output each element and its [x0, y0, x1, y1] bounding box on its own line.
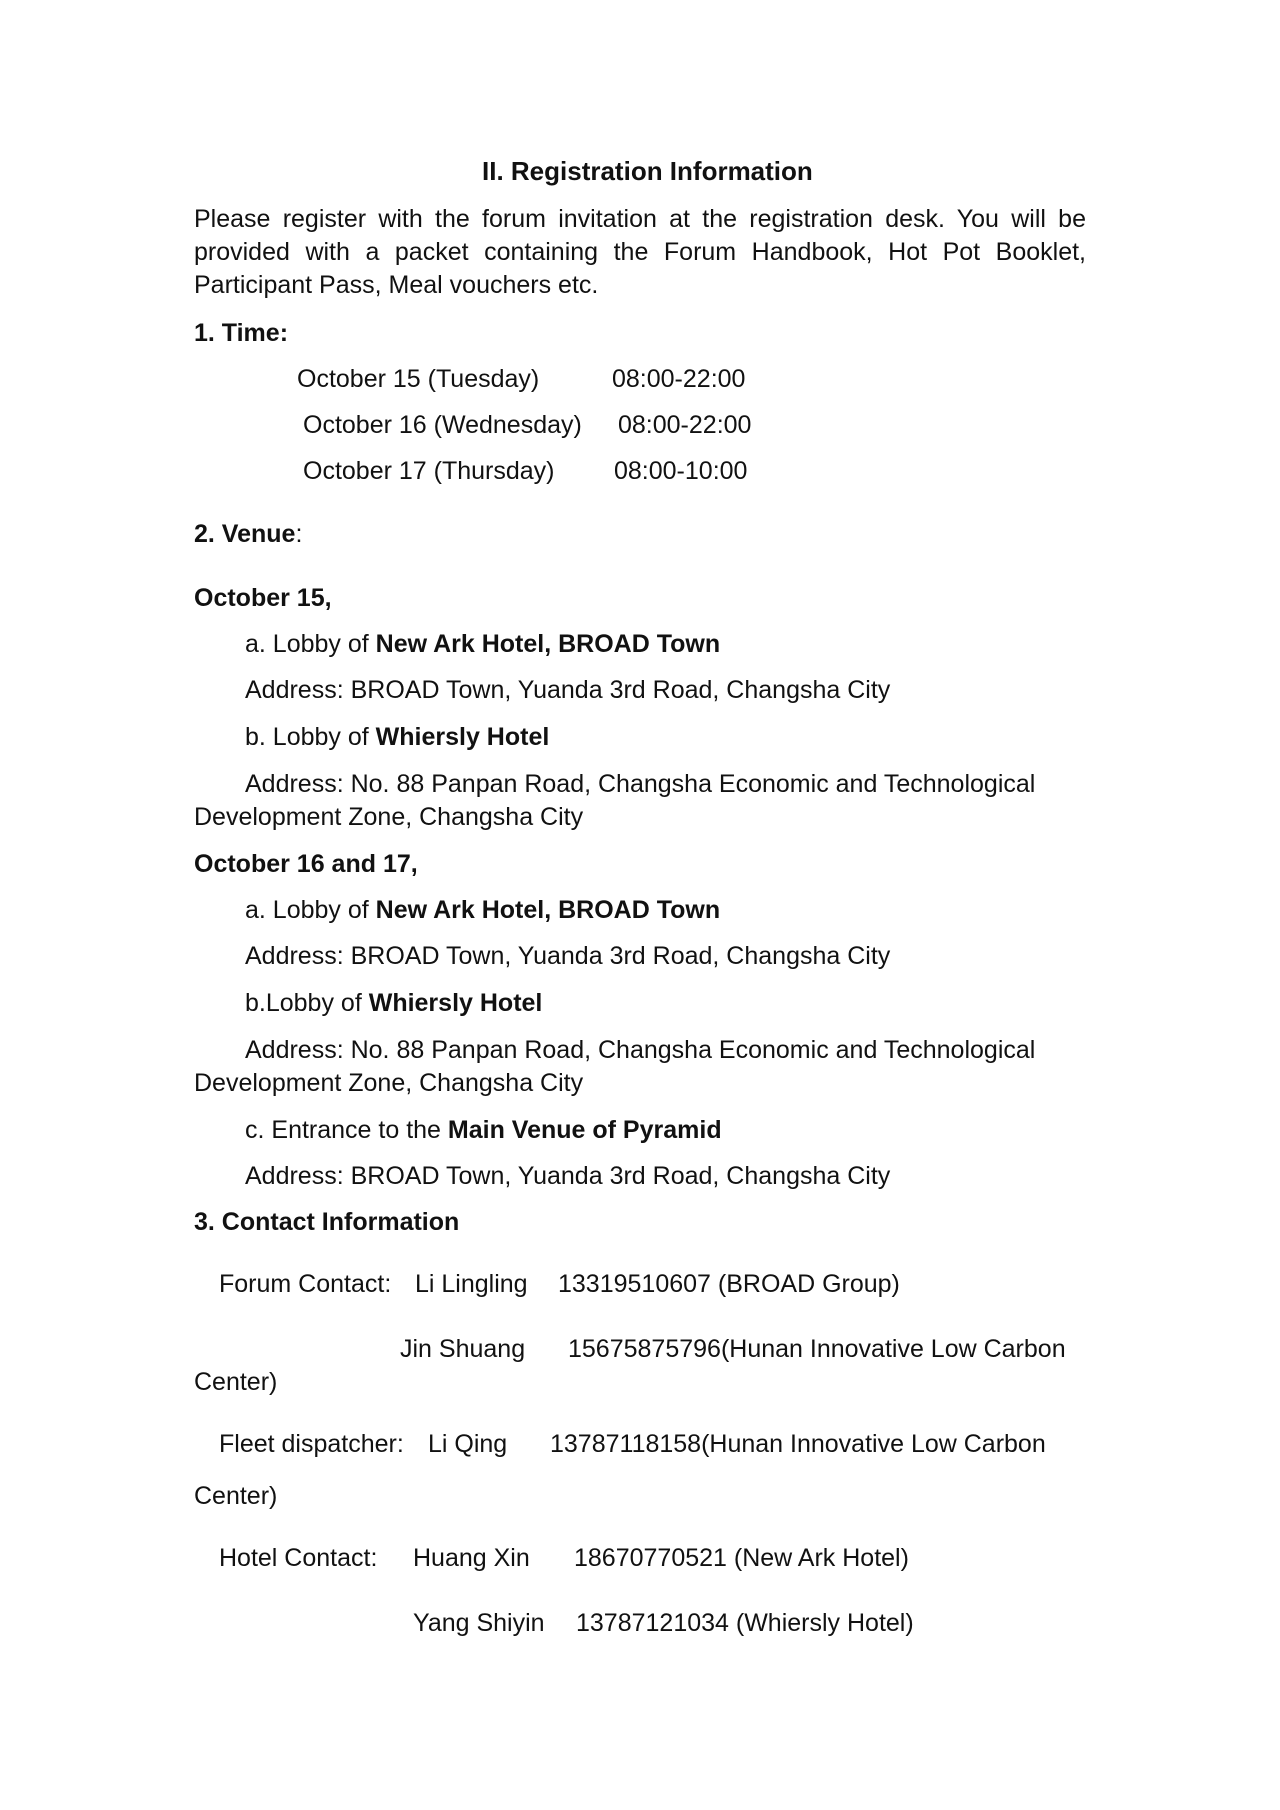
- hotel-contact-1-name: Huang Xin: [413, 1544, 530, 1572]
- oct15-a-name: New Ark Hotel, BROAD Town: [375, 630, 721, 658]
- oct15-b-address-1: Address: No. 88 Panpan Road, Changsha Economic and Technological: [245, 770, 1036, 798]
- hotel-contact-label: Hotel Contact:: [219, 1544, 378, 1572]
- oct16-17-b-address-2: Development Zone, Changsha City: [194, 1069, 584, 1097]
- oct15-heading: October 15,: [194, 584, 332, 612]
- oct15-item-a: [245, 627, 720, 661]
- time-hours-1: 08:00-22:00: [612, 365, 746, 393]
- forum-contact-label: Forum Contact:: [219, 1270, 392, 1298]
- oct16-17-a-name: New Ark Hotel, BROAD Town: [375, 896, 721, 924]
- forum-contact-2-detail: 15675875796(Hunan Innovative Low Carbon: [568, 1335, 1066, 1363]
- oct16-17-item-a: [245, 893, 720, 927]
- oct16-17-b-prefix: b.Lobby of: [245, 989, 369, 1017]
- oct16-17-item-c: [245, 1113, 722, 1147]
- oct15-a-prefix: a. Lobby of: [245, 630, 376, 658]
- intro-line-3: Participant Pass, Meal vouchers etc.: [194, 271, 599, 299]
- time-day-2: October 16 (Wednesday): [303, 411, 582, 439]
- hotel-contact-2-detail: 13787121034 (Whiersly Hotel): [576, 1609, 914, 1637]
- oct16-17-b-name: Whiersly Hotel: [368, 989, 543, 1017]
- venue-heading: [194, 517, 302, 551]
- oct15-a-address: Address: BROAD Town, Yuanda 3rd Road, Changsha City: [245, 676, 891, 704]
- venue-heading-colon: :: [295, 520, 303, 548]
- intro-line-2: provided with a packet containing the Forum Handbook, Hot Pot Booklet,: [194, 238, 1086, 266]
- time-day-1: October 15 (Tuesday): [297, 365, 540, 393]
- forum-contact-2-detail-cont: Center): [194, 1368, 278, 1396]
- oct15-b-address-2: Development Zone, Changsha City: [194, 803, 584, 831]
- oct16-17-item-b: [245, 986, 542, 1020]
- time-day-3: October 17 (Thursday): [303, 457, 555, 485]
- forum-contact-1-name: Li Lingling: [415, 1270, 528, 1298]
- oct15-item-b: [245, 720, 549, 754]
- hotel-contact-1-detail: 18670770521 (New Ark Hotel): [574, 1544, 909, 1572]
- oct16-17-a-address: Address: BROAD Town, Yuanda 3rd Road, Changsha City: [245, 942, 891, 970]
- contact-heading: 3. Contact Information: [194, 1208, 460, 1236]
- venue-heading-text: 2. Venue: [194, 520, 296, 548]
- fleet-dispatcher-detail-cont: Center): [194, 1482, 278, 1510]
- time-hours-3: 08:00-10:00: [614, 457, 748, 485]
- fleet-dispatcher-label: Fleet dispatcher:: [219, 1430, 404, 1458]
- oct16-17-c-prefix: c. Entrance to the: [245, 1116, 448, 1144]
- forum-contact-1-detail: 13319510607 (BROAD Group): [558, 1270, 900, 1298]
- oct16-17-a-prefix: a. Lobby of: [245, 896, 376, 924]
- oct15-b-prefix: b. Lobby of: [245, 723, 376, 751]
- forum-contact-2-name: Jin Shuang: [400, 1335, 526, 1363]
- oct16-17-c-address: Address: BROAD Town, Yuanda 3rd Road, Changsha City: [245, 1162, 891, 1190]
- oct16-17-heading: October 16 and 17,: [194, 850, 418, 878]
- oct16-17-b-address-1: Address: No. 88 Panpan Road, Changsha Economic and Technological: [245, 1036, 1036, 1064]
- time-hours-2: 08:00-22:00: [618, 411, 752, 439]
- oct15-b-name: Whiersly Hotel: [375, 723, 550, 751]
- time-heading: 1. Time:: [194, 319, 289, 347]
- fleet-dispatcher-detail: 13787118158(Hunan Innovative Low Carbon: [550, 1430, 1046, 1458]
- fleet-dispatcher-name: Li Qing: [428, 1430, 508, 1458]
- oct16-17-c-name: Main Venue of Pyramid: [447, 1116, 722, 1144]
- hotel-contact-2-name: Yang Shiyin: [413, 1609, 545, 1637]
- page-title: II. Registration Information: [482, 156, 813, 186]
- intro-line-1: Please register with the forum invitation at the registration desk. You will be: [194, 205, 1086, 233]
